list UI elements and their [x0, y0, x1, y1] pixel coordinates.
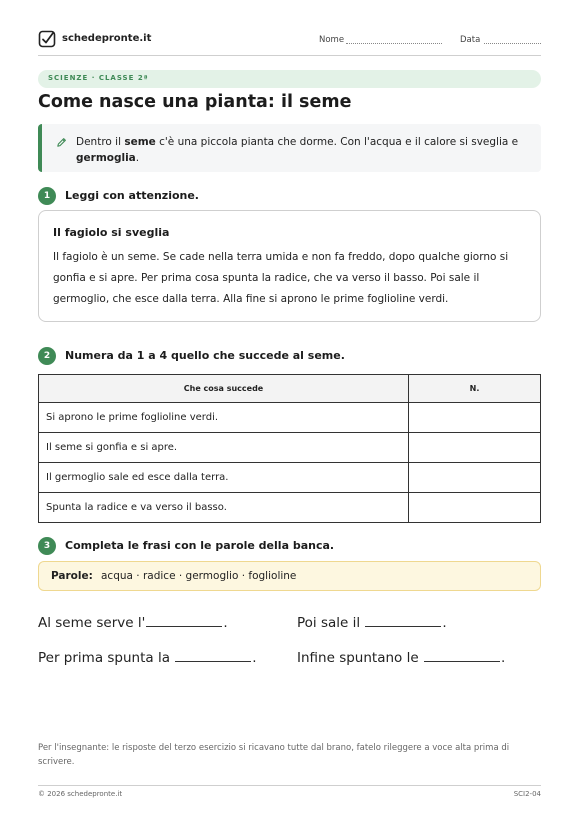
reading-box — [38, 210, 541, 322]
answer-blank[interactable] — [146, 615, 222, 627]
word-bank-words: acqua · radice · germoglio · foglioline — [101, 570, 297, 582]
subject-tag: SCIENZE · CLASSE 2ª — [48, 74, 149, 82]
name-field[interactable] — [346, 43, 442, 44]
event-cell: Il seme si gonfia e si apre. — [39, 433, 409, 463]
reading-title: Il fagiolo si sveglia — [53, 226, 170, 239]
page-header — [38, 30, 541, 56]
footer-divider — [38, 785, 541, 786]
intro-callout — [38, 124, 541, 172]
number-answer-cell[interactable] — [409, 433, 541, 463]
keyword-germoglia: germoglia — [76, 152, 136, 164]
step-number: 1 — [38, 187, 56, 205]
fill-sentence-4: Infine spuntano le . — [297, 650, 506, 666]
page-title: Come nasce una pianta: il seme — [38, 92, 352, 112]
column-header-event: Che cosa succede — [39, 375, 409, 403]
table-row — [39, 403, 541, 433]
reading-body: Il fagiolo è un seme. Se cade nella terra umida e non fa freddo, dopo qualche giorno si gonfia e si apre. Per prima cosa spunta la radice, che va verso il basso. Poi sale il germoglio, che esce dalla terra. Alla fine si aprono le prime foglioline verdi. — [53, 251, 509, 305]
fill-sentence-3: Per prima spunta la . — [38, 650, 257, 666]
event-cell: Spunta la radice e va verso il basso. — [39, 493, 409, 523]
number-answer-cell[interactable] — [409, 403, 541, 433]
table-header-row — [39, 375, 541, 403]
teacher-note: Per l'insegnante: le risposte del terzo esercizio si ricavano tutte dal brano, fatelo rileggere a voce alta prima di scrivere. — [38, 743, 510, 767]
answer-blank[interactable] — [424, 650, 500, 662]
number-answer-cell[interactable] — [409, 463, 541, 493]
step-number: 2 — [38, 347, 56, 365]
event-cell: Il germoglio sale ed esce dalla terra. — [39, 463, 409, 493]
column-header-number: N. — [409, 375, 541, 403]
brand-name: schedepronte.it — [62, 33, 152, 44]
intro-text: Dentro il seme c'è una piccola pianta che dorme. Con l'acqua e il calore si sveglia e germoglia. — [76, 136, 519, 164]
table-row — [39, 493, 541, 523]
date-field[interactable] — [484, 43, 541, 44]
answer-blank[interactable] — [175, 650, 251, 662]
footer-copyright: © 2026 schedepronte.it — [38, 790, 123, 798]
step-instruction: Completa le frasi con le parole della banca. — [65, 539, 335, 552]
step-instruction: Leggi con attenzione. — [65, 189, 199, 202]
number-answer-cell[interactable] — [409, 493, 541, 523]
subject-tag-bar — [38, 70, 541, 88]
checkbox-icon — [38, 30, 56, 48]
name-label: Nome — [319, 35, 345, 45]
fill-sentence-1: Al seme serve l' . — [38, 615, 228, 631]
word-bank-label: Parole: — [51, 570, 93, 582]
table-row — [39, 433, 541, 463]
fill-sentence-2: Poi sale il . — [297, 615, 447, 631]
table-row — [39, 463, 541, 493]
footer-code: SCI2-04 — [513, 790, 541, 798]
step-instruction: Numera da 1 a 4 quello che succede al seme. — [65, 349, 345, 362]
keyword-seme: seme — [124, 136, 156, 148]
ordering-table — [38, 374, 541, 523]
answer-blank[interactable] — [365, 615, 441, 627]
word-bank — [38, 561, 541, 591]
date-label: Data — [460, 35, 481, 45]
step-number: 3 — [38, 537, 56, 555]
event-cell: Si aprono le prime foglioline verdi. — [39, 403, 409, 433]
pencil-icon — [56, 137, 67, 148]
